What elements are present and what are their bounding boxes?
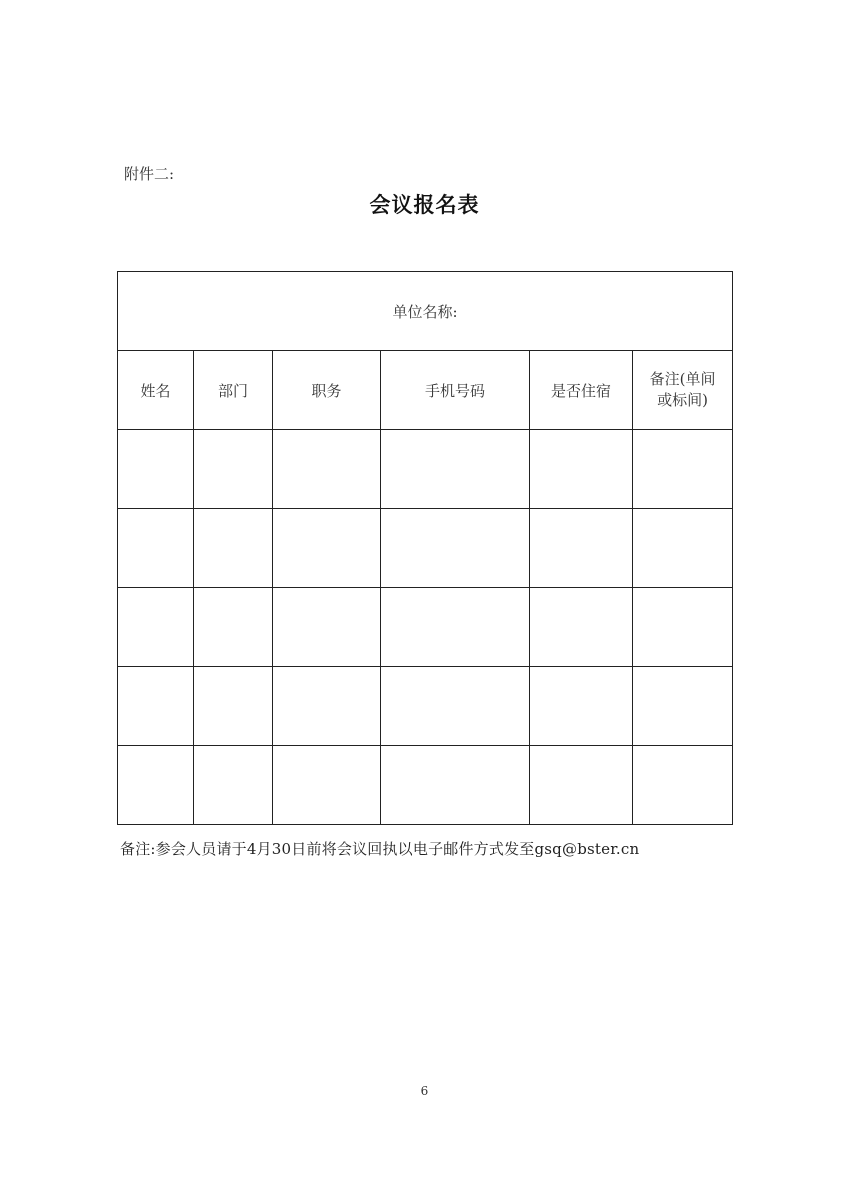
column-header-note [633,351,733,430]
cell-accommodation[interactable] [530,430,633,509]
page-title: 会议报名表 [369,192,480,217]
table-row [118,430,733,509]
cell-note[interactable] [633,588,733,667]
column-header-department: 部门 [194,351,273,430]
cell-phone[interactable] [381,746,530,825]
unit-row [118,272,733,351]
note-header-line1: 备注(单间 [649,370,716,388]
cell-position[interactable] [273,430,381,509]
cell-name[interactable] [118,509,194,588]
cell-note[interactable] [633,430,733,509]
cell-name[interactable] [118,588,194,667]
cell-accommodation[interactable] [530,588,633,667]
unit-name-label: 单位名称: [392,302,458,321]
cell-accommodation[interactable] [530,746,633,825]
cell-note[interactable] [633,746,733,825]
cell-accommodation[interactable] [530,509,633,588]
table-row [118,509,733,588]
table-row [118,588,733,667]
column-header-phone: 手机号码 [381,351,530,430]
cell-department[interactable] [194,588,273,667]
cell-department[interactable] [194,509,273,588]
cell-note[interactable] [633,509,733,588]
column-header-name: 姓名 [118,351,194,430]
cell-position[interactable] [273,746,381,825]
cell-phone[interactable] [381,588,530,667]
cell-phone[interactable] [381,430,530,509]
attachment-label: 附件二: [124,165,175,183]
cell-position[interactable] [273,588,381,667]
table-row [118,667,733,746]
cell-accommodation[interactable] [530,667,633,746]
note-header-line2: 或标间) [657,391,708,409]
cell-phone[interactable] [381,667,530,746]
footnote: 备注:参会人员请于4月30日前将会议回执以电子邮件方式发至gsq@bster.cn [120,840,640,858]
page-number: 6 [420,1084,429,1098]
cell-name[interactable] [118,667,194,746]
cell-position[interactable] [273,509,381,588]
column-header-position: 职务 [273,351,381,430]
cell-position[interactable] [273,667,381,746]
registration-table [117,271,733,825]
cell-name[interactable] [118,746,194,825]
cell-name[interactable] [118,430,194,509]
cell-phone[interactable] [381,509,530,588]
column-header-accommodation: 是否住宿 [530,351,633,430]
table-row [118,746,733,825]
cell-note[interactable] [633,667,733,746]
cell-department[interactable] [194,667,273,746]
header-row [118,351,733,430]
cell-department[interactable] [194,746,273,825]
unit-name-cell[interactable] [118,272,733,351]
cell-department[interactable] [194,430,273,509]
